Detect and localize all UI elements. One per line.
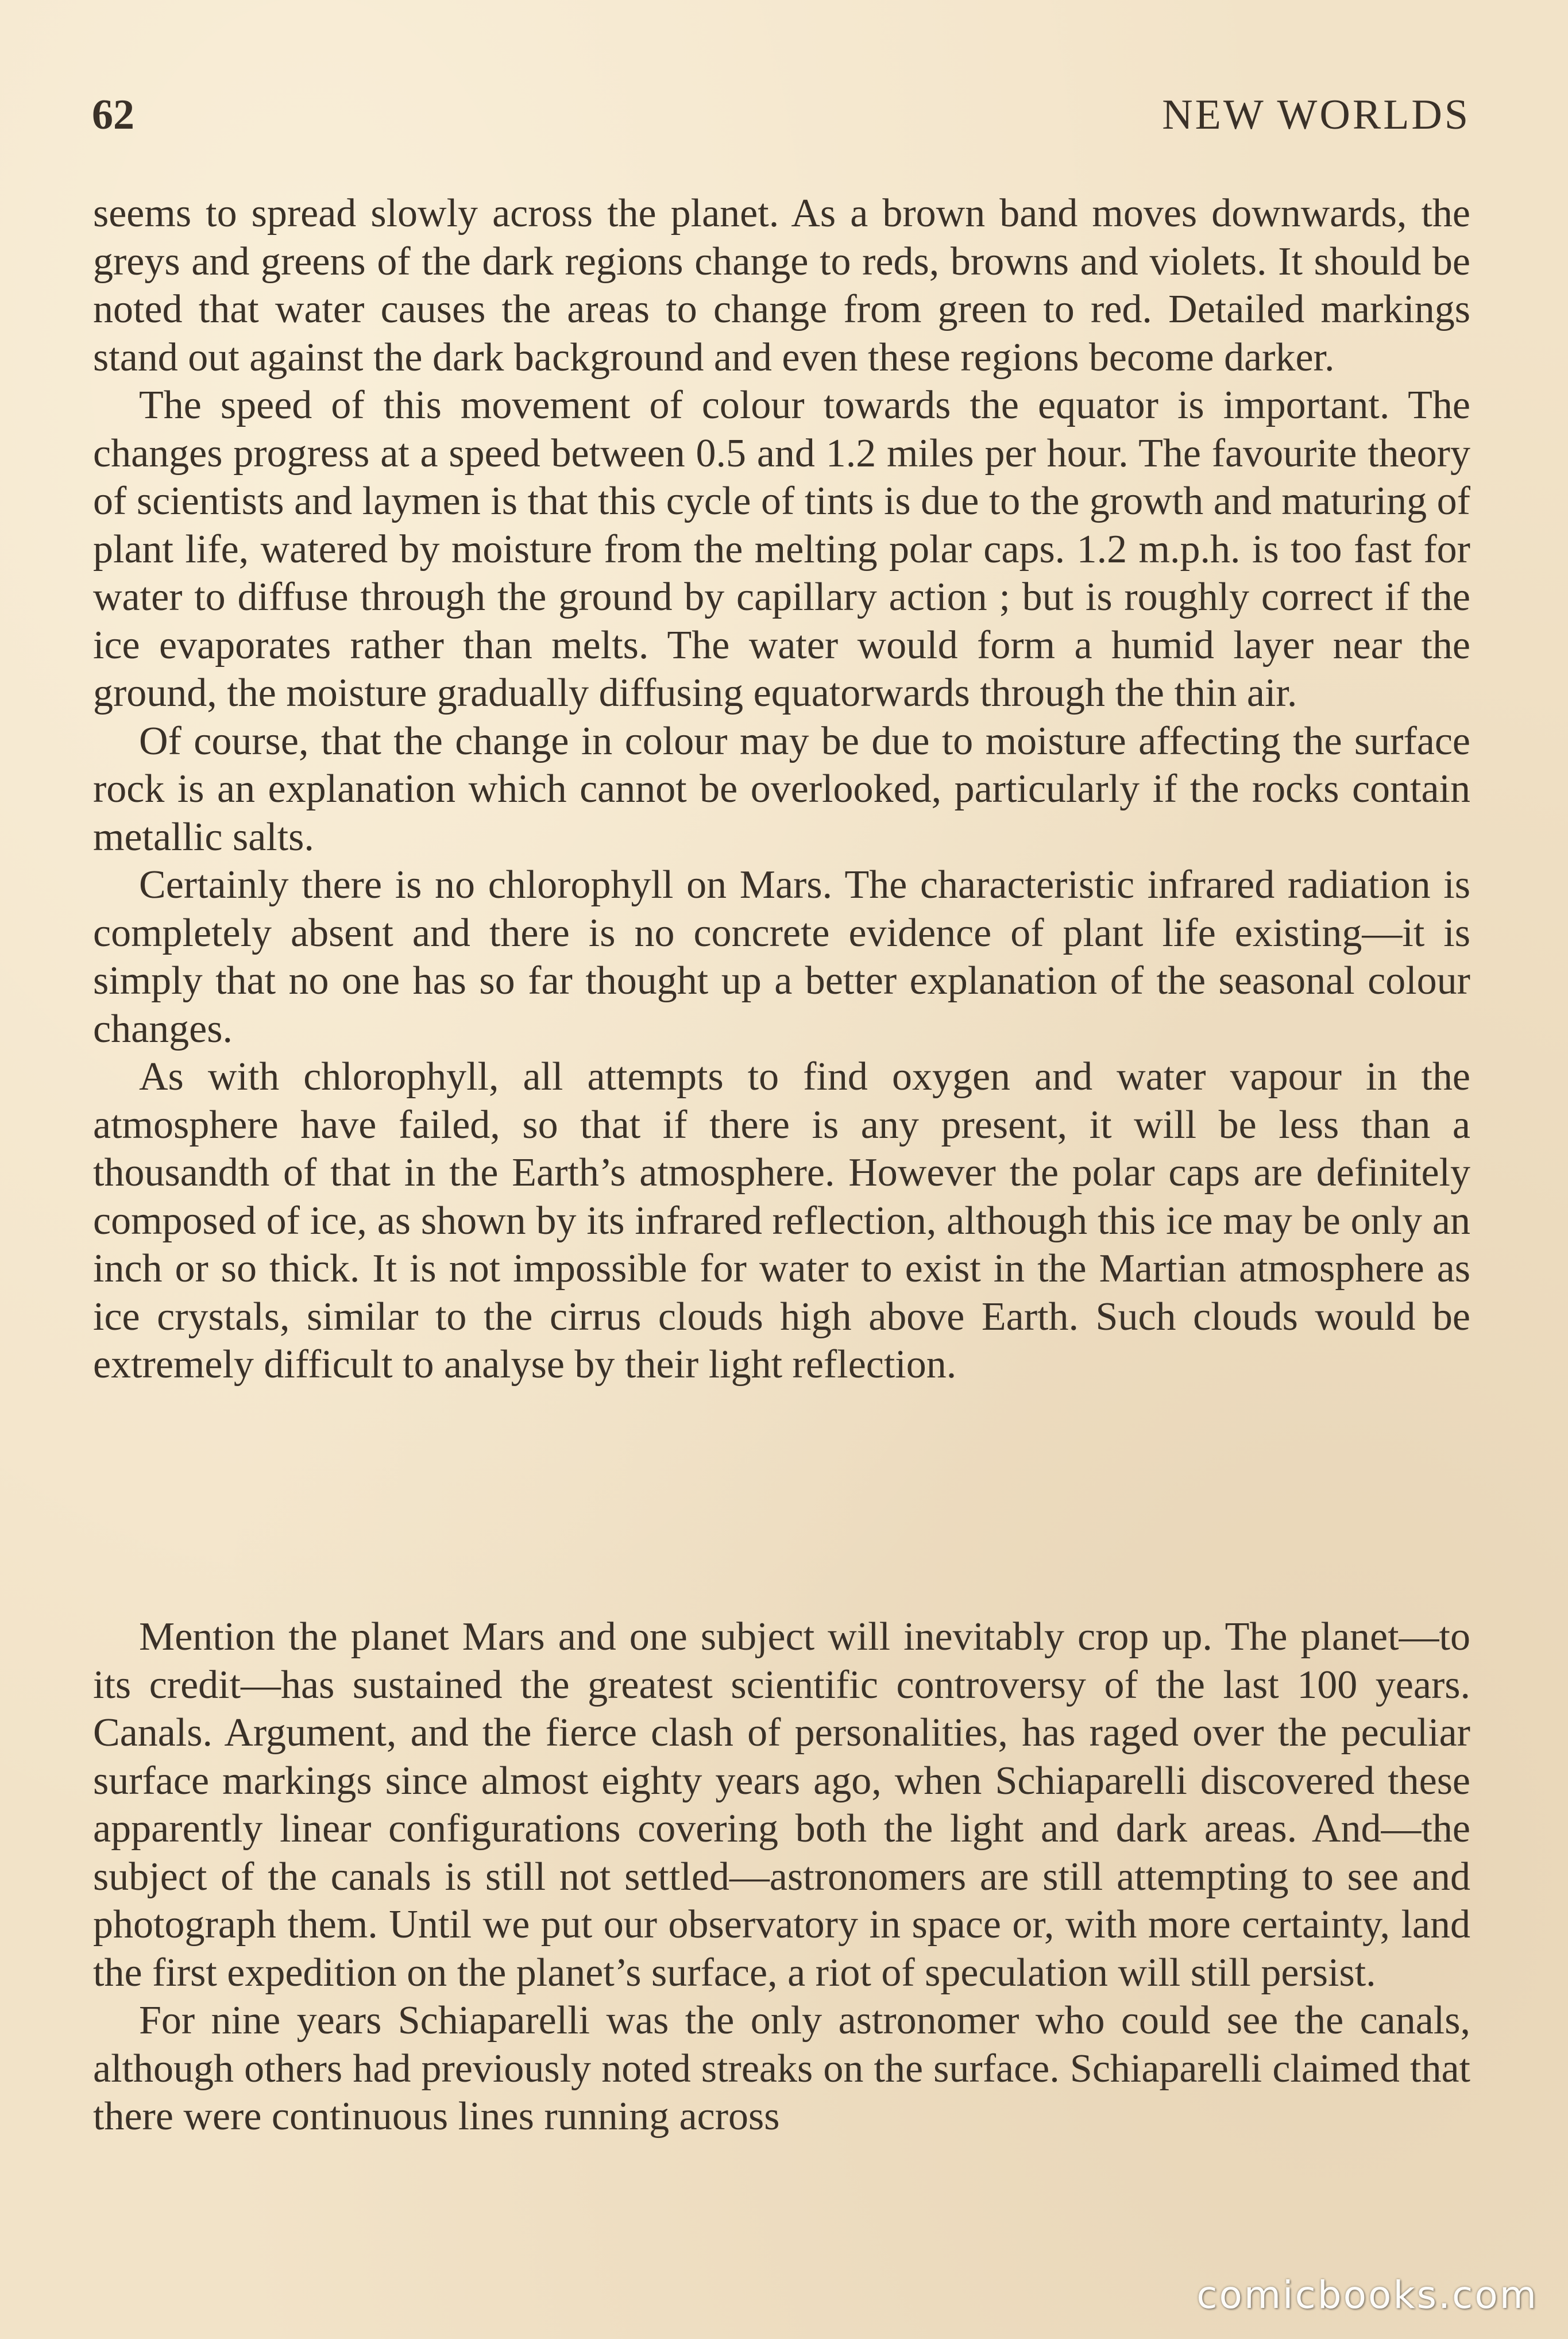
- paragraph-continued: seems to spread slowly across the planet. As a brown band moves downwards, the greys and greens of the dark regions change to reds, browns and violets. It should be noted that water causes the areas to change from green to red. Detailed markings stand out against the dark background and even these regions become darker.: [93, 191, 1470, 380]
- watermark-logo: comicbooks.com: [1196, 2273, 1538, 2317]
- running-head: [92, 86, 1470, 144]
- paragraph: As with chlorophyll, all attempts to find oxygen and water vapour in the atmosphere have failed, so that if there is any present, it will be less than a thousandth of that in the Earth’s atmosphere. However the polar caps are definitely composed of ice, as shown by its infrared reflection, although this ice may be only an inch or so thick. It is not impossible for water to exist in the Martian atmosphere as ice crystals, similar to the cirrus clouds high above Earth. Such clouds would be extremely difficult to analyse by their light reflection.: [93, 1055, 1470, 1387]
- paragraph: Mention the planet Mars and one subject will inevitably crop up. The planet—to its credit—has sustained the greatest scientific controversy of the last 100 years. Canals. Argument, and the fierce clash of personalities, has raged over the peculiar surface markings since almost eighty years ago, when Schiaparelli discovered these apparently linear configurations covering both the light and dark areas. And—the subject of the canals is still not settled—astronomers are still attempting to see and photograph them. Until we put our observatory in space or, with more certainty, land the first expedition on the planet’s surface, a riot of speculation will still persist.: [93, 1615, 1470, 1995]
- page-number: 62: [92, 91, 134, 138]
- paragraph: Of course, that the change in colour may be due to moisture affecting the surface rock is an explanation which cannot be overlooked, particularly if the rocks contain metallic salts.: [93, 719, 1470, 859]
- paragraph: Certainly there is no chlorophyll on Mars. The characteristic infrared radiation is completely absent and there is no concrete evidence of plant life existing—it is simply that no one has so far thought up a better explanation of the seasonal colour changes.: [93, 863, 1470, 1051]
- book-title: NEW WORLDS: [1162, 91, 1470, 138]
- body-text-section-canals: [93, 1613, 1470, 2141]
- body-text-top: [93, 190, 1470, 1389]
- paragraph: The speed of this movement of colour towards the equator is important. The changes progress at a speed between 0.5 and 1.2 miles per hour. The favourite theory of scientists and laymen is that this cycle of tints is due to the growth and maturing of plant life, watered by moisture from the melting polar caps. 1.2 m.p.h. is too fast for water to diffuse through the ground by capillary action ; but is roughly correct if the ice evaporates rather than melts. The water would form a humid layer near the ground, the moisture gradually diffusing equatorwards through the thin air.: [93, 383, 1470, 715]
- paragraph: For nine years Schiaparelli was the only astronomer who could see the canals, although others had previously noted streaks on the surface. Schiaparelli claimed that there were continuous lines running across: [93, 1998, 1470, 2139]
